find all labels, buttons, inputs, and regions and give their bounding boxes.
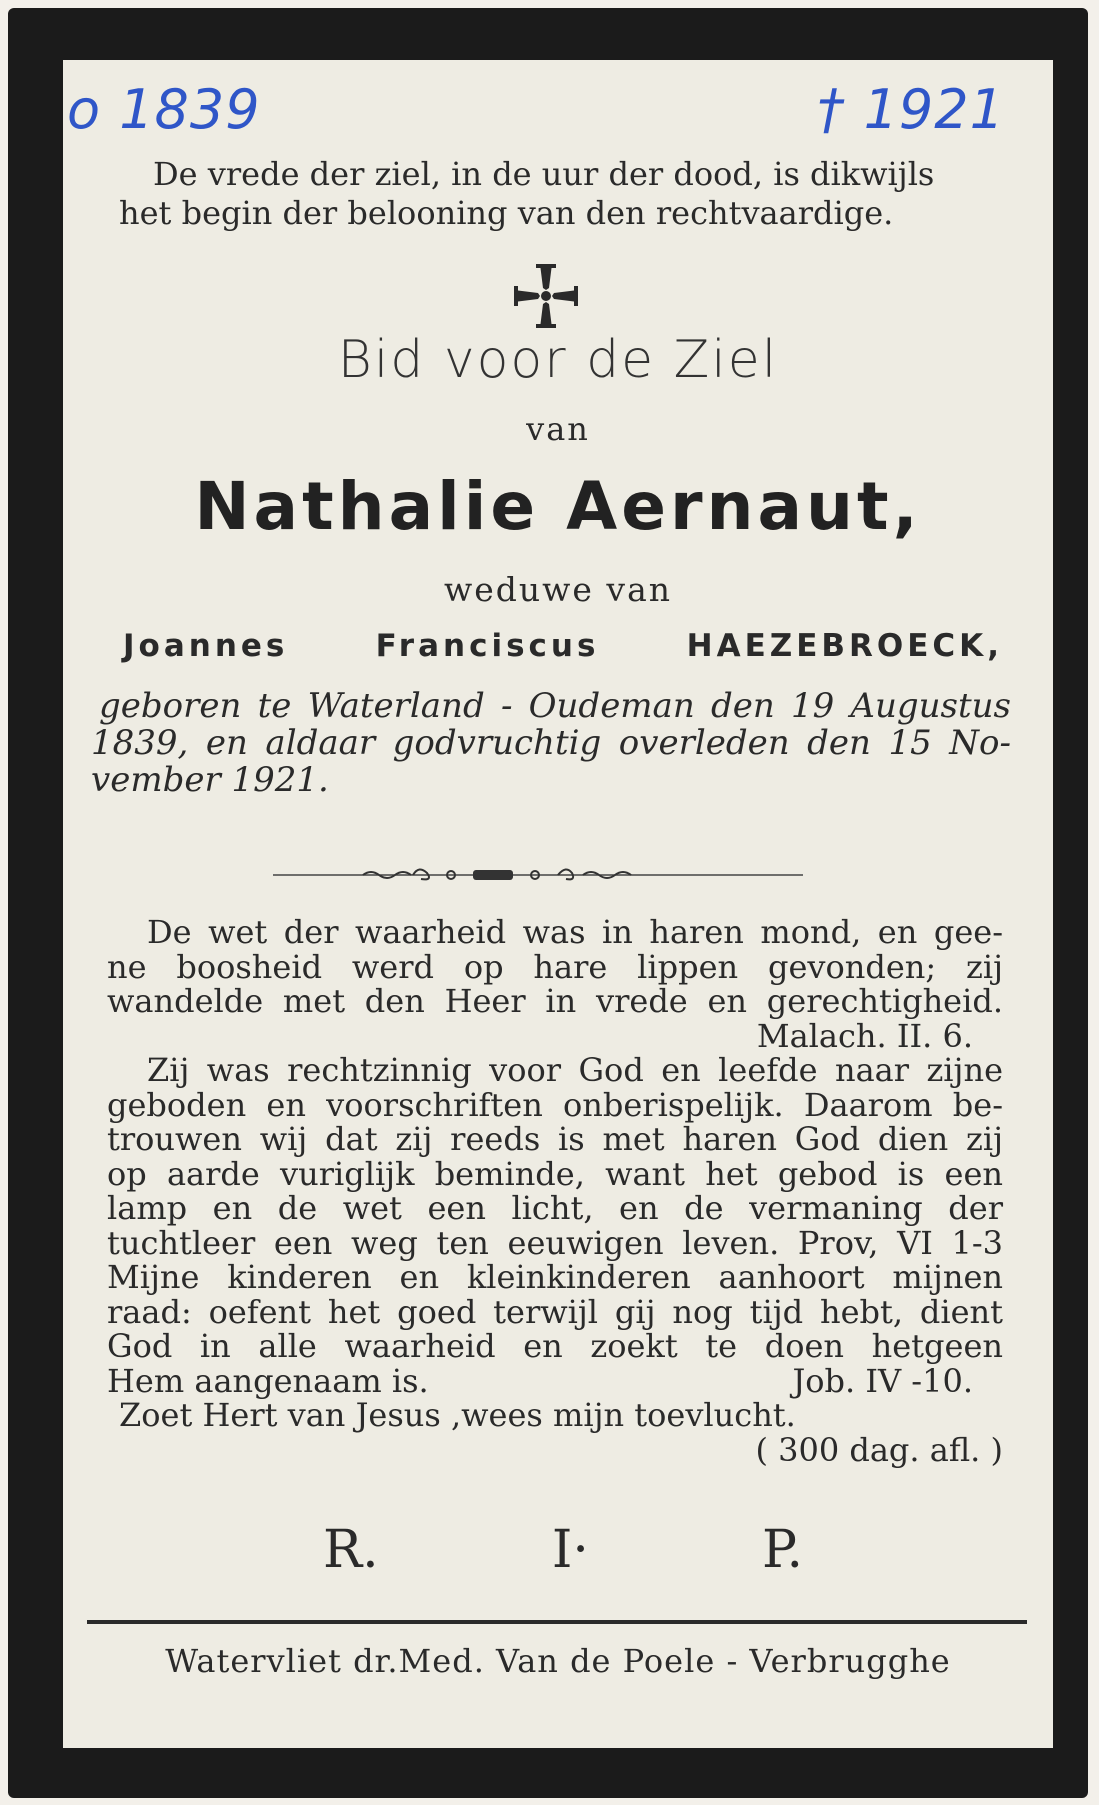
deceased-name: Nathalie Aernaut, bbox=[194, 468, 922, 545]
invocation-line: Zoet Hert van Jesus ,wees mijn toevlucht. bbox=[119, 1396, 796, 1434]
husband-name bbox=[123, 628, 1003, 664]
van-label: van bbox=[526, 410, 590, 448]
verse-line: op aarde vuriglijk beminde, want het gebod is een bbox=[107, 1154, 1003, 1193]
quote-line: De vrede der ziel, in de uur der dood, is dikwijls bbox=[153, 155, 935, 193]
verse-line: geboden en voorschriften onberispelijk. Daarom be- bbox=[107, 1085, 1003, 1124]
verse-reference: Malach. II. 6. bbox=[756, 1016, 973, 1055]
ornamental-divider bbox=[273, 860, 803, 890]
birth-line: 1839, en aldaar godvruchtig overleden den 15 No- bbox=[91, 723, 1011, 763]
verse-reference: Job. IV -10. bbox=[792, 1361, 973, 1400]
rip-p: P. bbox=[762, 1520, 803, 1580]
quote-line: het begin der belooning van den rechtvaardige. bbox=[119, 194, 894, 232]
verse-line: wandelde met den Heer in vrede en gerechtigheid. bbox=[107, 982, 1003, 1020]
husband-middle-name: Franciscus bbox=[375, 628, 600, 664]
verse-line: Zij was rechtzinnig voor God en leefde naar zijne bbox=[147, 1051, 1003, 1089]
verse-line: God in alle waarheid en zoekt te doen hetgeen bbox=[107, 1327, 1003, 1365]
husband-last-name: HAEZEBROECK, bbox=[686, 628, 1003, 664]
rip-i: I· bbox=[551, 1520, 589, 1580]
opening-quote bbox=[119, 155, 999, 233]
printer-credit: Watervliet dr.Med. Van de Poele - Verbrugghe bbox=[165, 1642, 951, 1680]
rip-r: R. bbox=[323, 1520, 379, 1580]
scripture-verses bbox=[107, 915, 1003, 1467]
birth-death-info bbox=[91, 688, 1011, 799]
rip-letters bbox=[323, 1520, 803, 1580]
verse-line: raad: oefent het goed terwijl gij nog tijd hebt, dient bbox=[107, 1292, 1003, 1331]
card-paper bbox=[63, 60, 1053, 1748]
birth-line: geboren te Waterland - Oudeman den 19 Augustus bbox=[99, 686, 1011, 726]
handwritten-death-year: † 1921 bbox=[817, 78, 1005, 141]
verse-line: lamp en de wet een licht, en de vermaning der bbox=[107, 1189, 1003, 1227]
verse-line: Mijne kinderen en kleinkinderen aanhoort mijnen bbox=[107, 1258, 1003, 1296]
verse-line: De wet der waarheid was in haren mond, en gee- bbox=[147, 913, 1003, 951]
verse-line: Hem aangenaam is. bbox=[107, 1361, 429, 1400]
husband-first-name: Joannes bbox=[123, 628, 289, 664]
widow-label: weduwe van bbox=[444, 570, 672, 609]
indulgence-note: ( 300 dag. afl. ) bbox=[755, 1430, 1003, 1469]
verse-line: tuchtleer een weg ten eeuwigen leven. Prov, VI 1-3 bbox=[107, 1223, 1003, 1262]
birth-line: vember 1921. bbox=[91, 760, 329, 800]
bottom-rule bbox=[87, 1620, 1027, 1624]
pray-heading: Bid voor de Ziel bbox=[337, 330, 779, 390]
cross-icon bbox=[510, 260, 582, 332]
verse-row bbox=[107, 1361, 1003, 1400]
handwritten-birth-year: o 1839 bbox=[67, 78, 261, 141]
memorial-card bbox=[8, 8, 1088, 1798]
verse-line: trouwen wij dat zij reeds is met haren God dien zij bbox=[107, 1120, 1003, 1158]
verse-line: ne boosheid werd op hare lippen gevonden; zij bbox=[107, 947, 1003, 986]
